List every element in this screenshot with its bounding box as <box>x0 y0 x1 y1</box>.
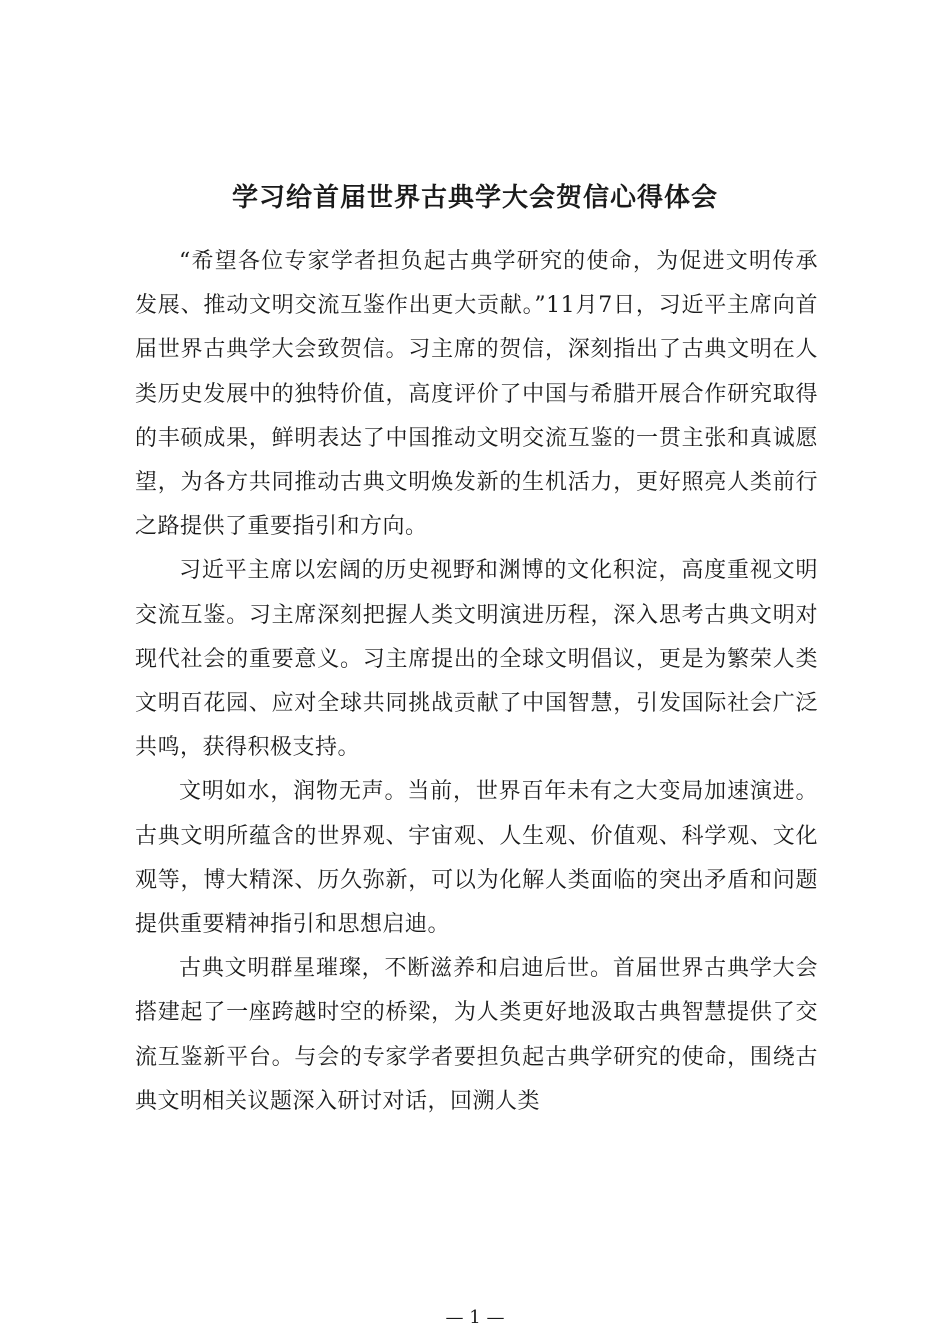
page-number: — 1 — <box>445 1307 505 1328</box>
paragraph-3: 文明如水，润物无声。当前，世界百年未有之大变局加速演进。古典文明所蕴含的世界观、宇宙观、人生观、价值观、科学观、文化观等，博大精深、历久弥新，可以为化解人类面临的突出矛盾和问题提供重要精神指引和思想启迪。 <box>135 779 818 938</box>
paragraph-1: “希望各位专家学者担负起古典学研究的使命，为促进文明传承发展、推动文明交流互鉴作出更大贡献。”11月7日，习近平主席向首届世界古典学大会致贺信。习主席的贺信，深刻指出了古典文明在人类历史发展中的独特价值，高度评价了中国与希腊开展合作研究取得的丰硕成果，鲜明表达了中国推动文明交流互鉴的一贯主张和真诚愿望，为各方共同推动古典文明焕发新的生机活力，更好照亮人类前行之路提供了重要指引和方向。 <box>135 249 818 540</box>
document-title: 学习给首届世界古典学大会贺信心得体会 <box>231 183 718 213</box>
paragraph-2: 习近平主席以宏阔的历史视野和渊博的文化积淀，高度重视文明交流互鉴。习主席深刻把握人类文明演进历程，深入思考古典文明对现代社会的重要意义。习主席提出的全球文明倡议，更是为繁荣人类文明百花园、应对全球共同挑战贡献了中国智慧，引发国际社会广泛共鸣，获得积极支持。 <box>135 558 818 761</box>
document-body <box>135 240 818 1124</box>
paragraph-4: 古典文明群星璀璨，不断滋养和启迪后世。首届世界古典学大会搭建起了一座跨越时空的桥梁，为人类更好地汲取古典智慧提供了交流互鉴新平台。与会的专家学者要担负起古典学研究的使命，围绕古典文明相关议题深入研讨对话，回溯人类 <box>135 956 818 1114</box>
